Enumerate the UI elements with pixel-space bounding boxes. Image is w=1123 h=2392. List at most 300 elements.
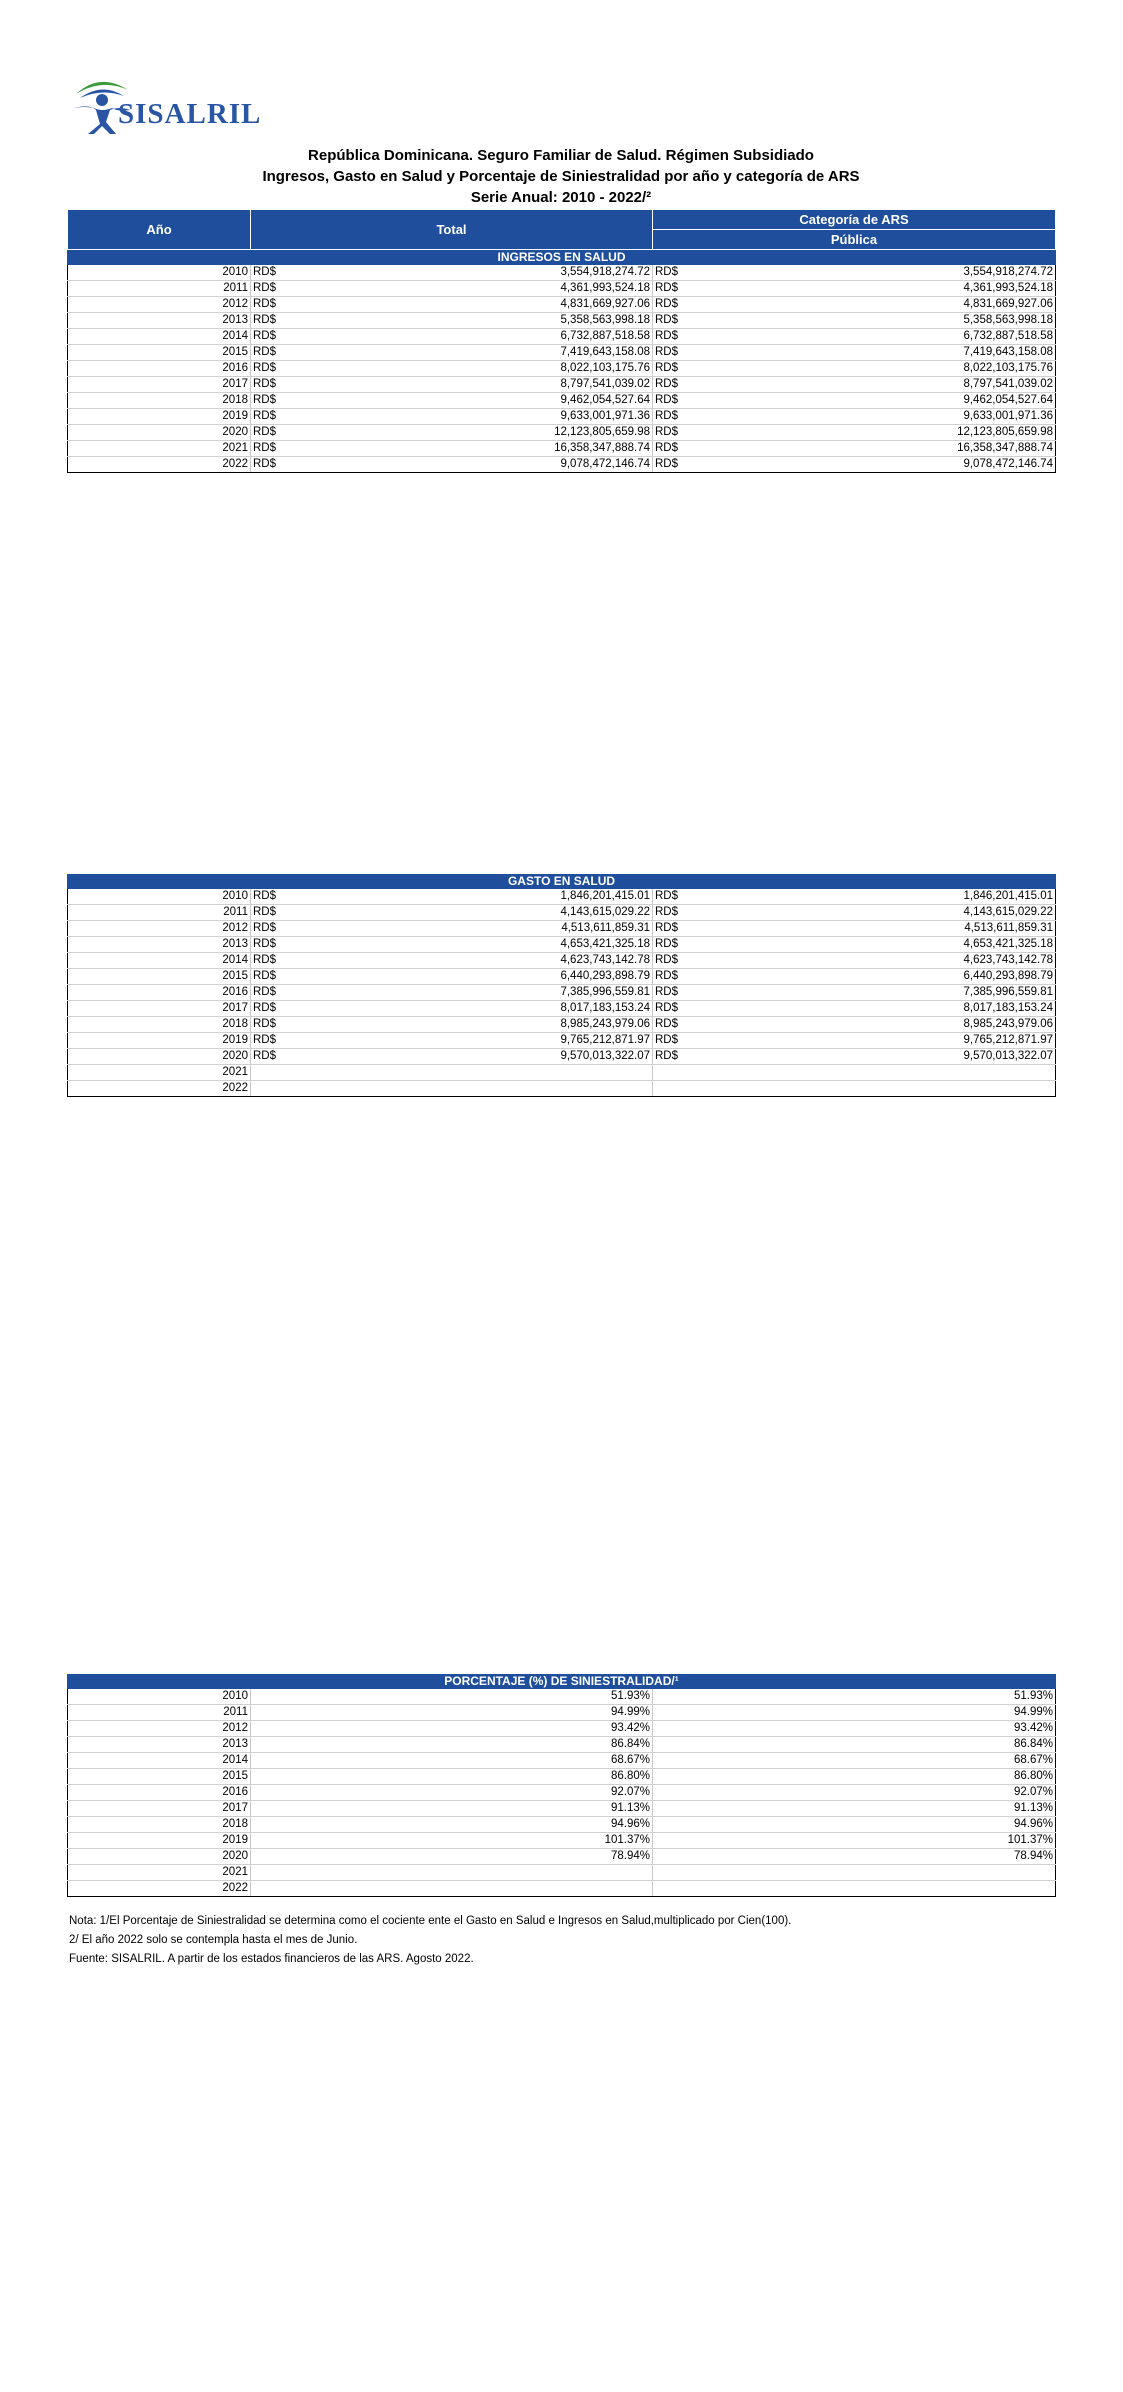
publica-cell <box>653 393 1056 409</box>
year-cell: 2021 <box>68 1865 251 1881</box>
total-value: 4,653,421,325.18 <box>560 938 650 950</box>
total-value: 6,732,887,518.58 <box>560 330 650 342</box>
year-cell: 2016 <box>68 1785 251 1801</box>
publica-cell <box>653 329 1056 345</box>
total-value: 4,513,611,859.31 <box>561 922 650 934</box>
total-value: 8,797,541,039.02 <box>560 378 650 390</box>
year-cell: 2015 <box>68 1769 251 1785</box>
currency-label: RD$ <box>655 954 679 966</box>
publica-cell <box>653 937 1056 953</box>
total-value: 1,846,201,415.01 <box>560 890 650 902</box>
table-row <box>68 313 1056 329</box>
table-row <box>68 985 1056 1001</box>
year-cell: 2012 <box>68 921 251 937</box>
year-cell: 2021 <box>68 441 251 457</box>
publica-cell <box>653 921 1056 937</box>
publica-value: 4,513,611,859.31 <box>964 922 1054 934</box>
total-cell <box>251 953 653 969</box>
money-value <box>253 921 650 936</box>
currency-label: RD$ <box>253 314 277 326</box>
publica-cell <box>653 457 1056 473</box>
publica-value: 16,358,347,888.74 <box>957 442 1053 454</box>
total-cell <box>251 1001 653 1017</box>
total-value: 78.94% <box>610 1850 650 1862</box>
year-cell: 2017 <box>68 377 251 393</box>
publica-value: 7,419,643,158.08 <box>963 346 1053 358</box>
table-row <box>68 329 1056 345</box>
publica-cell <box>653 1033 1056 1049</box>
table-row <box>68 1737 1056 1753</box>
currency-label: RD$ <box>253 938 277 950</box>
currency-label: RD$ <box>253 346 277 358</box>
publica-value: 4,361,993,524.18 <box>963 282 1053 294</box>
table-row <box>68 1833 1056 1849</box>
table-row <box>68 1705 1056 1721</box>
publica-value: 8,797,541,039.02 <box>963 378 1053 390</box>
currency-label: RD$ <box>655 906 679 918</box>
total-value: 94.96% <box>610 1818 650 1830</box>
total-cell <box>251 1833 653 1849</box>
money-value <box>655 265 1053 280</box>
money-value <box>253 905 650 920</box>
money-value <box>655 441 1053 456</box>
table-row <box>68 393 1056 409</box>
publica-cell <box>653 969 1056 985</box>
publica-cell <box>653 313 1056 329</box>
total-value: 8,985,243,979.06 <box>560 1018 650 1030</box>
money-value <box>253 889 650 904</box>
year-cell: 2017 <box>68 1001 251 1017</box>
table-row <box>68 1049 1056 1065</box>
report-title: República Dominicana. Seguro Familiar de Salud. Régimen Subsidiado <box>308 147 814 164</box>
total-cell <box>251 1849 653 1865</box>
publica-value: 4,623,743,142.78 <box>963 954 1054 966</box>
table-row <box>68 457 1056 473</box>
currency-label: RD$ <box>655 970 679 982</box>
publica-value: 86.80% <box>1014 1770 1054 1782</box>
money-value <box>253 281 650 296</box>
currency-label: RD$ <box>655 1034 679 1046</box>
total-value: 68.67% <box>610 1754 650 1766</box>
publica-cell <box>653 1721 1056 1737</box>
total-cell <box>251 1817 653 1833</box>
money-value <box>655 345 1053 360</box>
publica-value: 68.67% <box>1014 1754 1054 1766</box>
publica-value: 8,985,243,979.06 <box>963 1018 1054 1030</box>
publica-cell <box>653 905 1056 921</box>
money-value <box>253 345 650 360</box>
currency-label: RD$ <box>253 906 277 918</box>
money-value <box>253 969 650 984</box>
publica-cell <box>653 377 1056 393</box>
currency-label: RD$ <box>253 1034 277 1046</box>
table-row <box>68 297 1056 313</box>
publica-cell <box>653 889 1056 905</box>
currency-label: RD$ <box>253 986 277 998</box>
publica-value: 94.96% <box>1014 1818 1054 1830</box>
currency-label: RD$ <box>253 458 277 470</box>
table-row <box>68 441 1056 457</box>
publica-cell <box>653 1865 1056 1881</box>
currency-label: RD$ <box>655 282 679 294</box>
publica-value: 12,123,805,659.98 <box>957 426 1053 438</box>
table-row <box>68 345 1056 361</box>
currency-label: RD$ <box>655 266 679 278</box>
year-cell: 2013 <box>68 1737 251 1753</box>
currency-label: RD$ <box>253 378 277 390</box>
currency-label: RD$ <box>253 362 277 374</box>
year-cell: 2015 <box>68 969 251 985</box>
publica-value: 91.13% <box>1014 1802 1054 1814</box>
money-value <box>655 1001 1053 1016</box>
total-cell <box>251 425 653 441</box>
money-value <box>655 1033 1053 1048</box>
money-value <box>655 953 1053 968</box>
publica-value: 1,846,201,415.01 <box>963 890 1054 902</box>
currency-label: RD$ <box>655 378 679 390</box>
currency-label: RD$ <box>655 330 679 342</box>
table-row <box>68 905 1056 921</box>
total-cell <box>251 457 653 473</box>
publica-value: 9,570,013,322.07 <box>963 1050 1054 1062</box>
total-value: 101.37% <box>604 1834 650 1846</box>
total-cell <box>251 1689 653 1705</box>
year-cell: 2020 <box>68 1849 251 1865</box>
section-title-ingresos: INGRESOS EN SALUD <box>68 250 1056 266</box>
money-value <box>253 457 650 472</box>
total-cell <box>251 1721 653 1737</box>
table-row <box>68 1753 1056 1769</box>
total-cell <box>251 1065 653 1081</box>
currency-label: RD$ <box>655 1018 679 1030</box>
year-cell: 2013 <box>68 313 251 329</box>
header-public: Pública <box>653 230 1056 250</box>
money-value <box>253 409 650 424</box>
currency-label: RD$ <box>253 282 277 294</box>
total-cell <box>251 345 653 361</box>
total-cell <box>251 265 653 281</box>
ingresos-table <box>67 209 1056 473</box>
publica-cell <box>653 1081 1056 1097</box>
publica-cell <box>653 1881 1056 1897</box>
publica-cell <box>653 345 1056 361</box>
money-value <box>655 313 1053 328</box>
total-cell <box>251 1705 653 1721</box>
total-cell <box>251 409 653 425</box>
publica-cell <box>653 1833 1056 1849</box>
publica-value: 94.99% <box>1014 1706 1054 1718</box>
publica-cell <box>653 441 1056 457</box>
currency-label: RD$ <box>655 890 679 902</box>
total-value: 9,078,472,146.74 <box>560 458 650 470</box>
total-value: 4,831,669,927.06 <box>560 298 650 310</box>
total-cell <box>251 1865 653 1881</box>
total-cell <box>251 393 653 409</box>
money-value <box>655 425 1053 440</box>
table-row <box>68 1769 1056 1785</box>
total-value: 9,765,212,871.97 <box>560 1034 650 1046</box>
porcentaje-table <box>67 1674 1056 1897</box>
year-cell: 2020 <box>68 1049 251 1065</box>
publica-cell <box>653 1689 1056 1705</box>
money-value <box>655 361 1053 376</box>
total-value: 92.07% <box>610 1786 650 1798</box>
currency-label: RD$ <box>253 954 277 966</box>
currency-label: RD$ <box>253 922 277 934</box>
publica-cell <box>653 297 1056 313</box>
money-value <box>655 1049 1053 1064</box>
money-value <box>253 937 650 952</box>
money-value <box>253 1049 650 1064</box>
total-cell <box>251 1785 653 1801</box>
year-cell: 2014 <box>68 953 251 969</box>
year-cell: 2010 <box>68 265 251 281</box>
publica-value: 3,554,918,274.72 <box>963 266 1053 278</box>
total-value: 86.80% <box>610 1770 650 1782</box>
report-period: Serie Anual: 2010 - 2022/² <box>470 189 652 206</box>
publica-cell <box>653 1049 1056 1065</box>
total-value: 51.93% <box>610 1690 650 1702</box>
total-cell <box>251 1801 653 1817</box>
currency-label: RD$ <box>655 298 679 310</box>
table-row <box>68 1801 1056 1817</box>
publica-value: 92.07% <box>1014 1786 1054 1798</box>
total-cell <box>251 441 653 457</box>
year-cell: 2012 <box>68 1721 251 1737</box>
money-value <box>253 1033 650 1048</box>
total-cell <box>251 313 653 329</box>
publica-cell <box>653 1705 1056 1721</box>
table-row <box>68 1849 1056 1865</box>
total-cell <box>251 1881 653 1897</box>
money-value <box>655 889 1053 904</box>
money-value <box>655 1017 1053 1032</box>
currency-label: RD$ <box>253 426 277 438</box>
publica-cell <box>653 1065 1056 1081</box>
money-value <box>253 1017 650 1032</box>
year-cell: 2010 <box>68 889 251 905</box>
currency-label: RD$ <box>655 1002 679 1014</box>
total-value: 16,358,347,888.74 <box>554 442 650 454</box>
currency-label: RD$ <box>655 922 679 934</box>
total-cell <box>251 1033 653 1049</box>
money-value <box>655 905 1053 920</box>
table-row <box>68 953 1056 969</box>
money-value <box>253 361 650 376</box>
currency-label: RD$ <box>253 890 277 902</box>
year-cell: 2020 <box>68 425 251 441</box>
publica-cell <box>653 1017 1056 1033</box>
total-value: 8,022,103,175.76 <box>560 362 650 374</box>
currency-label: RD$ <box>253 1002 277 1014</box>
money-value <box>253 425 650 440</box>
total-cell <box>251 921 653 937</box>
year-cell: 2017 <box>68 1801 251 1817</box>
total-cell <box>251 281 653 297</box>
total-value: 12,123,805,659.98 <box>554 426 650 438</box>
publica-cell <box>653 1753 1056 1769</box>
table-row <box>68 1689 1056 1705</box>
publica-value: 78.94% <box>1014 1850 1054 1862</box>
table-row <box>68 937 1056 953</box>
money-value <box>253 393 650 408</box>
table-row <box>68 969 1056 985</box>
table-row <box>68 377 1056 393</box>
publica-cell <box>653 953 1056 969</box>
money-value <box>655 409 1053 424</box>
money-value <box>655 281 1053 296</box>
total-value: 7,385,996,559.81 <box>560 986 650 998</box>
year-cell: 2014 <box>68 1753 251 1769</box>
table-row <box>68 281 1056 297</box>
publica-value: 7,385,996,559.81 <box>963 986 1054 998</box>
money-value <box>253 1001 650 1016</box>
publica-cell <box>653 265 1056 281</box>
total-value: 6,440,293,898.79 <box>560 970 650 982</box>
total-value: 9,633,001,971.36 <box>560 410 650 422</box>
table-row <box>68 889 1056 905</box>
publica-value: 4,831,669,927.06 <box>963 298 1053 310</box>
money-value <box>655 377 1053 392</box>
currency-label: RD$ <box>253 970 277 982</box>
total-value: 91.13% <box>610 1802 650 1814</box>
total-cell <box>251 889 653 905</box>
table-row <box>68 1001 1056 1017</box>
total-cell <box>251 1769 653 1785</box>
publica-value: 9,765,212,871.97 <box>963 1034 1054 1046</box>
currency-label: RD$ <box>253 410 277 422</box>
currency-label: RD$ <box>253 266 277 278</box>
publica-value: 4,653,421,325.18 <box>963 938 1054 950</box>
currency-label: RD$ <box>655 346 679 358</box>
money-value <box>253 377 650 392</box>
money-value <box>253 985 650 1000</box>
currency-label: RD$ <box>253 298 277 310</box>
total-cell <box>251 1753 653 1769</box>
publica-cell <box>653 425 1056 441</box>
money-value <box>655 297 1053 312</box>
report-title-block <box>66 145 1056 208</box>
total-cell <box>251 905 653 921</box>
currency-label: RD$ <box>655 938 679 950</box>
publica-cell <box>653 1737 1056 1753</box>
total-cell <box>251 377 653 393</box>
section-title-porcentaje: PORCENTAJE (%) DE SINIESTRALIDAD/¹ <box>68 1674 1056 1689</box>
total-value: 4,361,993,524.18 <box>560 282 650 294</box>
header-total: Total <box>251 210 653 250</box>
currency-label: RD$ <box>655 362 679 374</box>
footnotes <box>69 1912 791 1969</box>
total-value: 8,017,183,153.24 <box>560 1002 650 1014</box>
currency-label: RD$ <box>655 426 679 438</box>
money-value <box>253 953 650 968</box>
currency-label: RD$ <box>655 314 679 326</box>
year-cell: 2019 <box>68 1833 251 1849</box>
publica-value: 86.84% <box>1014 1738 1054 1750</box>
currency-label: RD$ <box>655 986 679 998</box>
publica-cell <box>653 409 1056 425</box>
money-value <box>253 297 650 312</box>
year-cell: 2018 <box>68 393 251 409</box>
year-cell: 2010 <box>68 1689 251 1705</box>
publica-cell <box>653 1817 1056 1833</box>
publica-cell <box>653 1785 1056 1801</box>
publica-cell <box>653 281 1056 297</box>
currency-label: RD$ <box>655 458 679 470</box>
year-cell: 2013 <box>68 937 251 953</box>
total-value: 9,462,054,527.64 <box>560 394 650 406</box>
table-row <box>68 1817 1056 1833</box>
table-row <box>68 1721 1056 1737</box>
total-value: 86.84% <box>610 1738 650 1750</box>
publica-cell <box>653 1769 1056 1785</box>
total-value: 94.99% <box>610 1706 650 1718</box>
publica-value: 51.93% <box>1014 1690 1054 1702</box>
year-cell: 2019 <box>68 409 251 425</box>
table-row <box>68 1033 1056 1049</box>
total-cell <box>251 985 653 1001</box>
table-row <box>68 425 1056 441</box>
money-value <box>253 329 650 344</box>
total-value: 4,623,743,142.78 <box>560 954 650 966</box>
year-cell: 2011 <box>68 905 251 921</box>
publica-value: 9,078,472,146.74 <box>963 458 1053 470</box>
money-value <box>655 937 1053 952</box>
total-cell <box>251 1049 653 1065</box>
total-value: 4,143,615,029.22 <box>560 906 650 918</box>
total-cell <box>251 329 653 345</box>
sisalril-logo <box>70 74 280 136</box>
publica-value: 9,462,054,527.64 <box>963 394 1053 406</box>
money-value <box>253 313 650 328</box>
total-value: 3,554,918,274.72 <box>560 266 650 278</box>
money-value <box>253 441 650 456</box>
year-cell: 2016 <box>68 361 251 377</box>
table-row <box>68 1865 1056 1881</box>
table-row <box>68 361 1056 377</box>
money-value <box>655 921 1053 936</box>
publica-cell <box>653 1849 1056 1865</box>
table-row <box>68 409 1056 425</box>
report-subtitle: Ingresos, Gasto en Salud y Porcentaje de Siniestralidad por año y categoría de ARS <box>262 168 860 185</box>
total-cell <box>251 937 653 953</box>
total-value: 93.42% <box>610 1722 650 1734</box>
currency-label: RD$ <box>655 442 679 454</box>
section-title-gasto: GASTO EN SALUD <box>68 874 1056 889</box>
year-cell: 2022 <box>68 457 251 473</box>
money-value <box>655 393 1053 408</box>
gasto-table <box>67 874 1056 1097</box>
publica-cell <box>653 1001 1056 1017</box>
year-cell: 2012 <box>68 297 251 313</box>
money-value <box>253 265 650 280</box>
money-value <box>655 329 1053 344</box>
footnote-2: 2/ El año 2022 solo se contempla hasta el mes de Junio. <box>69 1934 358 1946</box>
publica-value: 9,633,001,971.36 <box>963 410 1053 422</box>
publica-value: 4,143,615,029.22 <box>963 906 1054 918</box>
money-value <box>655 985 1053 1000</box>
year-cell: 2015 <box>68 345 251 361</box>
year-cell: 2022 <box>68 1081 251 1097</box>
footnote-source: Fuente: SISALRIL. A partir de los estados financieros de las ARS. Agosto 2022. <box>69 1953 474 1965</box>
table-row <box>68 1881 1056 1897</box>
total-cell <box>251 297 653 313</box>
publica-value: 8,022,103,175.76 <box>963 362 1053 374</box>
currency-label: RD$ <box>253 1018 277 1030</box>
table-row <box>68 1017 1056 1033</box>
table-row <box>68 1065 1056 1081</box>
currency-label: RD$ <box>655 394 679 406</box>
